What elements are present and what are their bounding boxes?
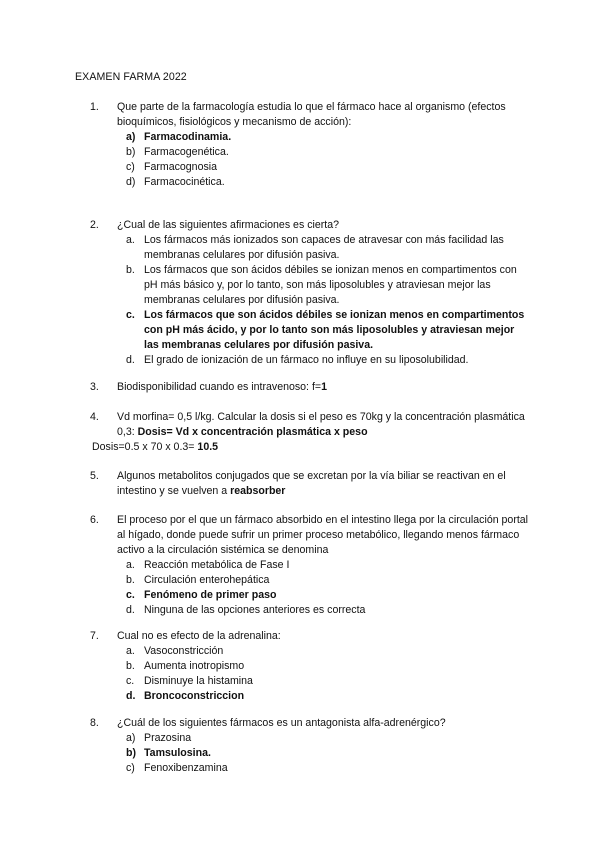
option-label: d) [126,176,136,188]
option-label: c. [126,589,135,601]
option-label: c. [126,309,135,321]
calculation-result: 10.5 [197,441,219,453]
question-text: Cual no es efecto de la adrenalina: [117,630,281,642]
option-text: Farmacodinamia. [144,131,232,143]
option [90,603,530,618]
option [90,674,530,689]
option-label: b. [126,264,135,276]
option-label: b. [126,660,135,672]
question-text: El proceso por el que un fármaco absorbido en el intestino llega por la circulación portal al hígado, donde puede sufrir un primer proceso metabólico, llegando menos fármaco activo a la circulación sistémica se denomina [117,514,529,556]
option-correct [90,689,530,704]
question-text-body: Biodisponibilidad cuando es intravenoso: f= [117,381,322,393]
question-4 [90,410,530,455]
option-list [90,233,530,368]
option [90,731,530,746]
option-text: Los fármacos que son ácidos débiles se ionizan menos en compartimentos con pH más ácido, y por lo tanto son más liposolubles y atraviesan mejor las membranas celulares por difusión pasiva. [144,309,525,351]
question-number: 1. [90,101,99,113]
option-label: b. [126,574,135,586]
option-list [90,558,530,618]
question-text [117,469,530,499]
option-label: d. [126,354,135,366]
option-label: d. [126,690,136,702]
option-text: Farmacogenética. [144,146,229,158]
option-correct [90,130,530,145]
option-text: Tamsulosina. [144,747,211,759]
option-label: c) [126,762,135,774]
option-label: a) [126,732,136,744]
option [90,233,530,263]
option-list [90,644,530,704]
option-text: El grado de ionización de un fármaco no influye en su liposolubilidad. [144,354,469,366]
option-text: Fenoxibenzamina [144,762,228,774]
option-text: Los fármacos más ionizados son capaces de atravesar con más facilidad las membranas celulares por difusión pasiva. [144,234,504,261]
option-text: Disminuye la histamina [144,675,253,687]
option-correct [90,588,530,603]
option-text: Aumenta inotropismo [144,660,245,672]
option [90,644,530,659]
question-5 [90,469,530,499]
question-text-body: Algunos metabolitos conjugados que se excretan por la vía biliar se reactivan en el intestino y se vuelven a [117,470,506,497]
question-text [117,410,530,440]
option-label: b) [126,146,136,158]
option-text: Ninguna de las opciones anteriores es correcta [144,604,366,616]
option-label: a. [126,234,135,246]
answer-formula: Dosis= Vd x concentración plasmática x peso [137,426,368,438]
calculation-line [92,440,530,455]
question-3 [90,380,530,395]
option-label: a) [126,131,136,143]
option-correct [90,308,530,353]
answer-text: 1 [321,381,327,393]
option-label: a. [126,645,135,657]
option-text: Farmacognosia [144,161,218,173]
question-7 [90,629,530,704]
option [90,558,530,573]
option [90,175,530,190]
question-6 [90,513,530,618]
exam-title: EXAMEN FARMA 2022 [75,71,187,83]
option-list [90,731,530,776]
option-label: c) [126,161,135,173]
option [90,659,530,674]
option-correct [90,746,530,761]
option-label: d. [126,604,135,616]
question-text: Que parte de la farmacología estudia lo que el fármaco hace al organismo (efectos bioquímicos, fisiológicos y mecanismo de acción): [117,101,506,128]
option-text: Circulación enterohepática [144,574,270,586]
option-label: a. [126,559,135,571]
question-number: 2. [90,219,99,231]
option-text: Los fármacos que son ácidos débiles se ionizan menos en compartimentos con pH más básico y, por lo tanto, son más liposolubles y atraviesan mejor las membranas celulares por difusión pasiva. [144,264,517,306]
option [90,263,530,308]
option [90,353,530,368]
question-number: 7. [90,630,99,642]
question-number: 5. [90,470,99,482]
option [90,761,530,776]
option-label: b) [126,747,136,759]
option [90,160,530,175]
calculation-text: Dosis=0.5 x 70 x 0.3= [92,441,195,453]
question-number: 3. [90,381,99,393]
question-8 [90,716,530,776]
option [90,145,530,160]
option-text: Vasoconstricción [144,645,224,657]
option [90,573,530,588]
question-text: ¿Cual de las siguientes afirmaciones es cierta? [117,219,339,231]
option-list [90,130,530,190]
option-text: Prazosina [144,732,192,744]
answer-text: reabsorber [230,485,286,497]
question-text [117,380,530,395]
question-1 [90,100,530,190]
question-number: 8. [90,717,99,729]
question-number: 4. [90,411,99,423]
question-2 [90,218,530,368]
question-text: ¿Cuál de los siguientes fármacos es un antagonista alfa-adrenérgico? [117,717,446,729]
option-text: Fenómeno de primer paso [144,589,277,601]
option-text: Farmacocinética. [144,176,225,188]
option-label: c. [126,675,135,687]
option-text: Reacción metabólica de Fase I [144,559,290,571]
question-number: 6. [90,514,99,526]
question-text-body: Vd morfina= 0,5 l/kg. Calcular la dosis si el peso es 70kg y la concentración plasmática 0,3: [117,411,525,438]
option-text: Broncoconstriccion [144,690,245,702]
